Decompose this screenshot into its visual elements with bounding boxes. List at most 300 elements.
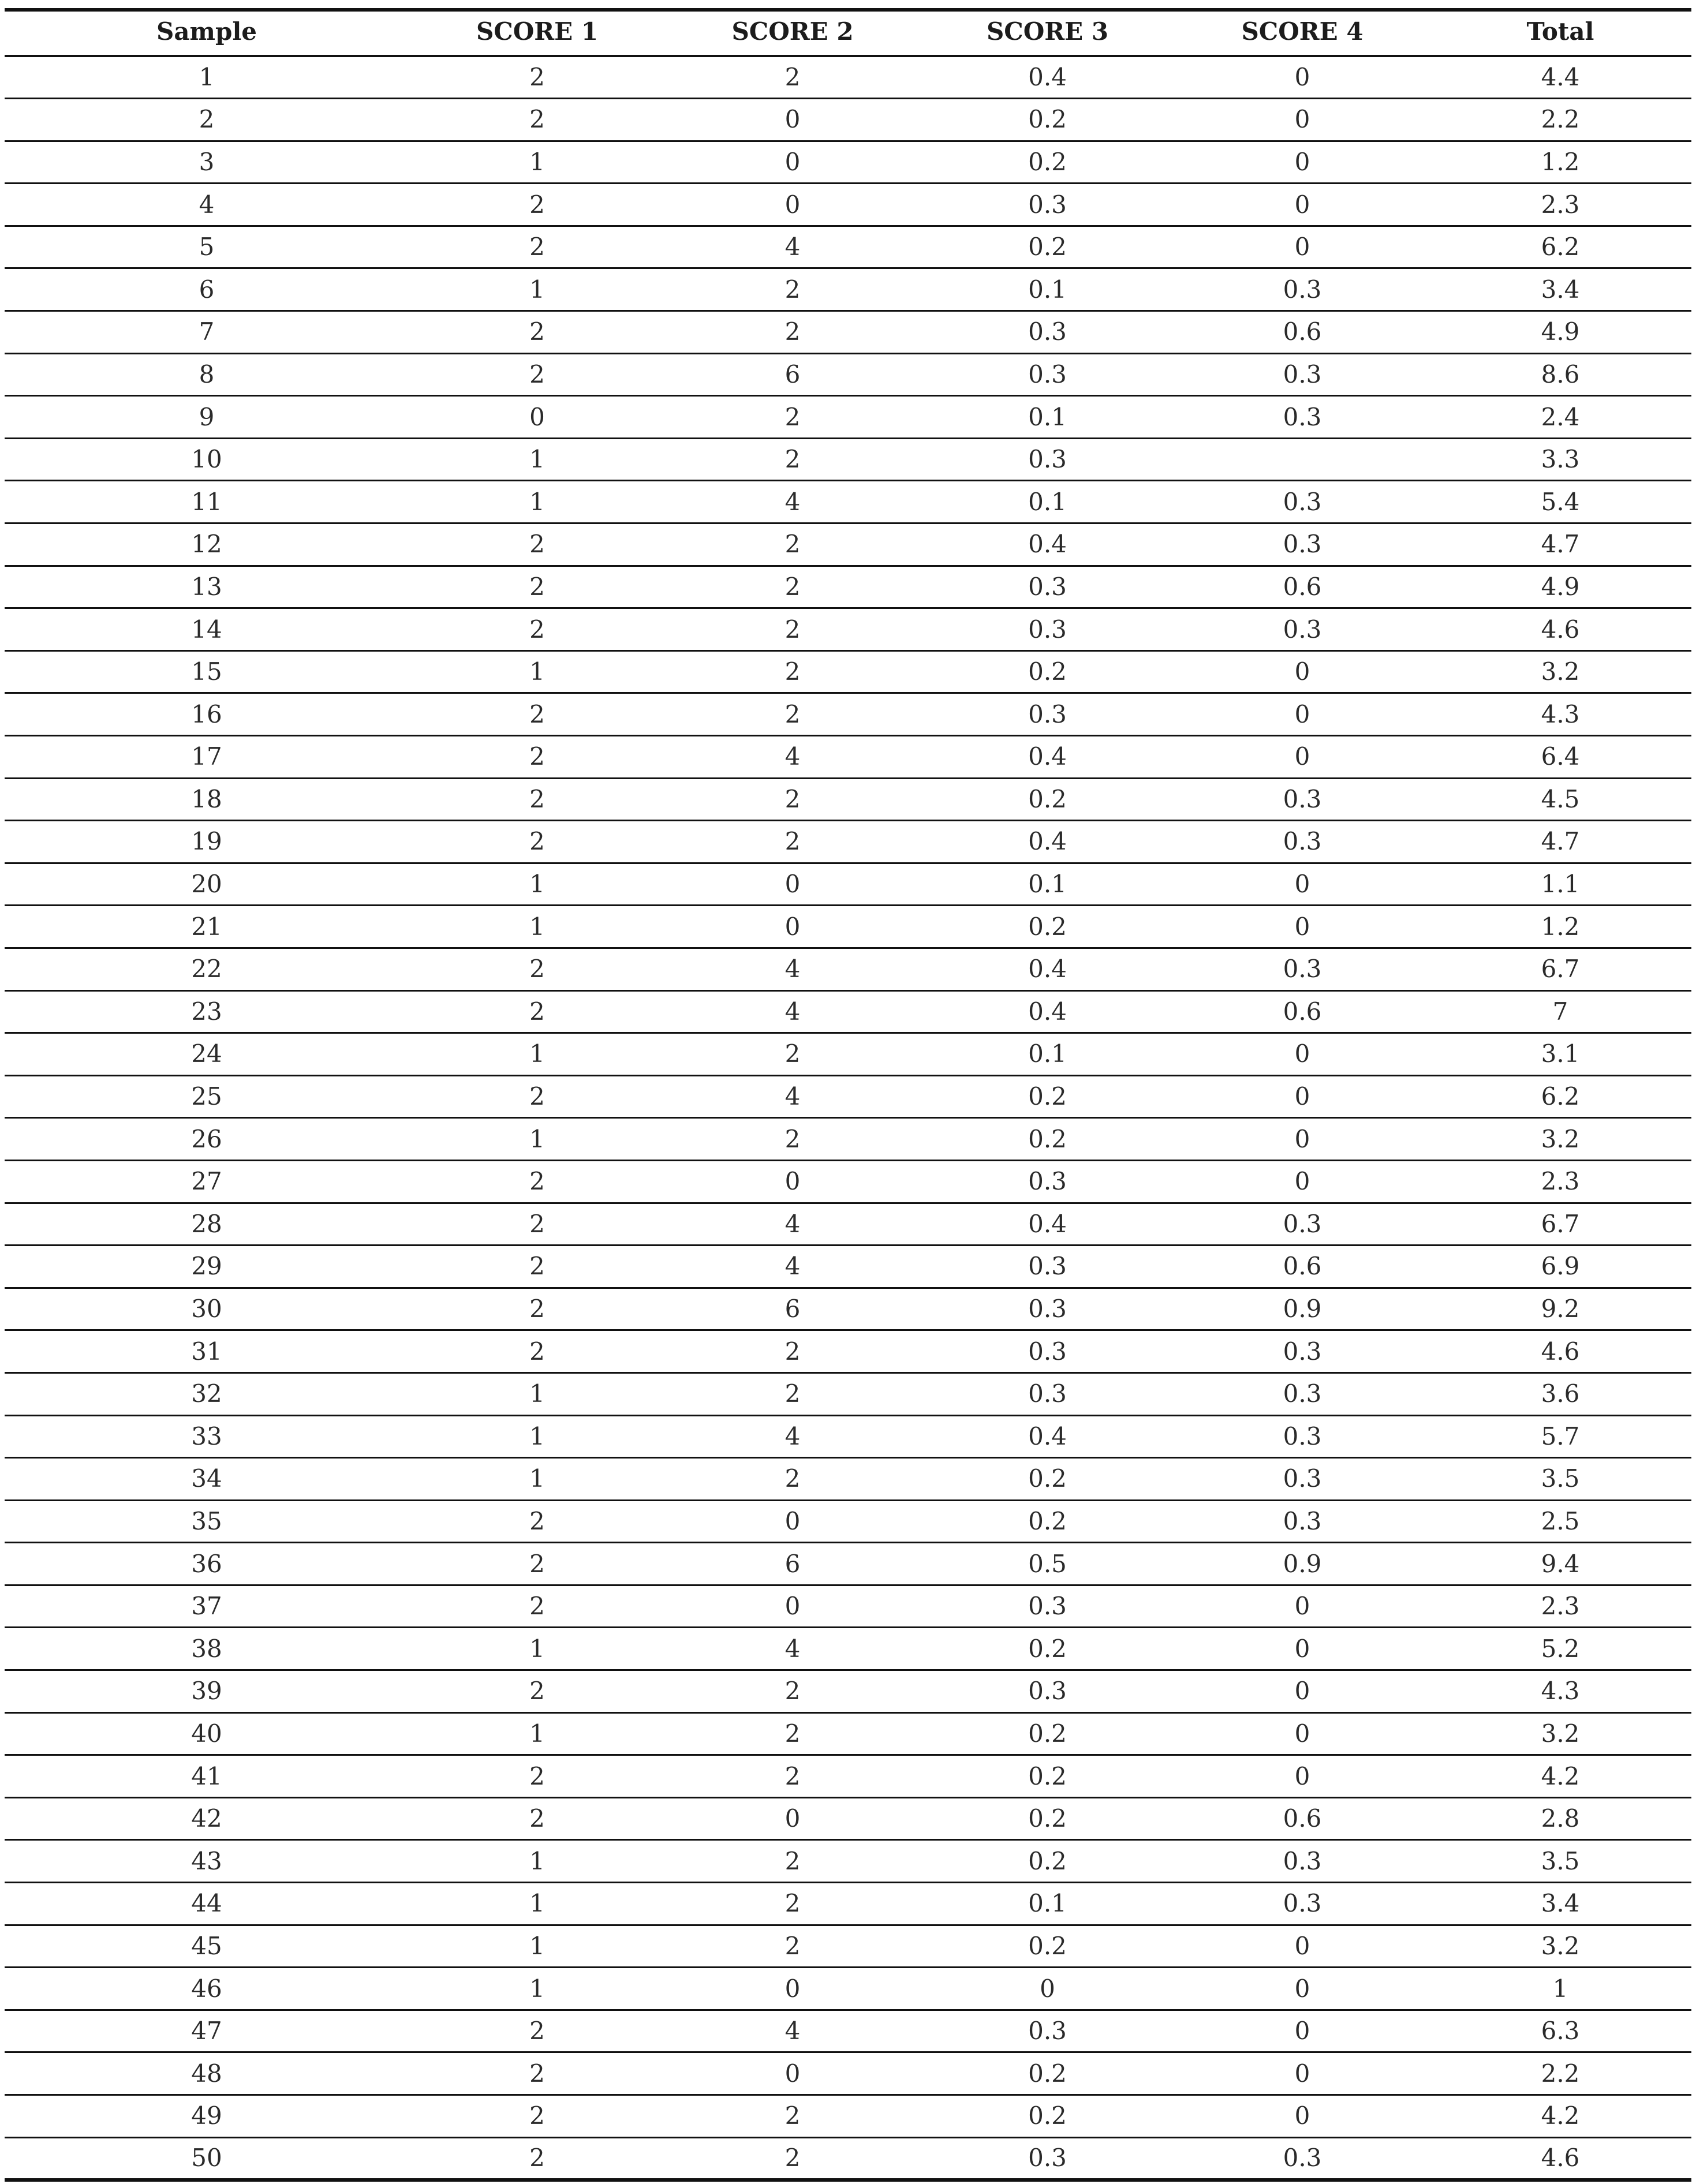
cell-score-3: 0.3 [1028,1252,1067,1281]
table-row [5,353,1691,396]
cell-total: 1.1 [1541,870,1580,899]
cell-score-3: 0.2 [1028,1082,1067,1111]
cell-score-4: 0.6 [1283,1804,1322,1833]
cell-sample: 50 [191,2144,222,2172]
cell-sample: 34 [191,1464,222,1493]
cell-total: 4.6 [1541,615,1580,644]
table-row [5,566,1691,608]
table-row [5,906,1691,948]
cell-total: 6.2 [1541,233,1580,261]
cell-score-2: 2 [785,1889,801,1918]
cell-score-2: 2 [785,63,801,92]
cell-total: 3.2 [1541,1931,1580,1960]
cell-score-1: 2 [529,317,545,346]
cell-score-1: 2 [529,360,545,388]
cell-score-3: 0.2 [1028,1506,1067,1535]
cell-sample: 45 [191,1931,222,1960]
cell-score-3: 0.4 [1028,827,1067,856]
cell-score-3: 0.2 [1028,657,1067,686]
cell-score-2: 0 [785,1592,801,1621]
cell-sample: 38 [191,1634,222,1663]
cell-total: 6.2 [1541,1082,1580,1111]
cell-score-3: 0.2 [1028,1846,1067,1875]
table-row [5,141,1691,184]
cell-total: 3.5 [1541,1846,1580,1875]
table-header [5,10,1691,56]
cell-score-2: 2 [785,2101,801,2130]
cell-score-4: 0 [1294,105,1310,134]
cell-score-4: 0.3 [1283,1337,1322,1366]
cell-score-3: 0.2 [1028,912,1067,941]
cell-score-4: 0 [1294,2059,1310,2088]
cell-score-1: 2 [529,1549,545,1578]
cell-sample: 2 [199,105,215,134]
table-row [5,1288,1691,1330]
cell-score-1: 2 [529,1506,545,1535]
cell-score-2: 2 [785,1337,801,1366]
table-row [5,1628,1691,1670]
cell-score-2: 0 [785,1974,801,2003]
cell-score-1: 2 [529,997,545,1026]
cell-score-3: 0.2 [1028,105,1067,134]
cell-score-1: 2 [529,105,545,134]
cell-score-3: 0.5 [1028,1549,1067,1578]
cell-score-4: 0.3 [1283,1209,1322,1238]
cell-score-1: 1 [529,1974,545,2003]
cell-score-2: 4 [785,487,801,516]
cell-score-2: 0 [785,2059,801,2088]
cell-total: 3.2 [1541,1124,1580,1153]
cell-score-2: 4 [785,1634,801,1663]
cell-score-3: 0.3 [1028,615,1067,644]
cell-score-1: 2 [529,2101,545,2130]
table-row [5,863,1691,906]
cell-score-3: 0.4 [1028,742,1067,771]
cell-total: 6.9 [1541,1252,1580,1281]
cell-score-4: 0 [1294,1974,1310,2003]
cell-score-4: 0 [1294,190,1310,219]
cell-total: 6.3 [1541,2017,1580,2045]
cell-score-1: 2 [529,1252,545,1281]
table-row [5,268,1691,311]
score-table [5,8,1691,2182]
cell-total: 9.2 [1541,1295,1580,1323]
cell-total: 4.7 [1541,530,1580,559]
cell-total: 9.4 [1541,1549,1580,1578]
cell-score-1: 2 [529,63,545,92]
cell-score-2: 0 [785,1506,801,1535]
cell-score-4: 0 [1294,2017,1310,2045]
cell-total: 3.3 [1541,445,1580,474]
cell-total: 2.3 [1541,1592,1580,1621]
cell-score-3: 0.4 [1028,530,1067,559]
cell-sample: 9 [199,402,215,431]
cell-sample: 8 [199,360,215,388]
cell-score-1: 1 [529,912,545,941]
cell-score-4: 0 [1294,1082,1310,1111]
cell-score-4: 0 [1294,2101,1310,2130]
cell-score-1: 1 [529,1379,545,1408]
cell-score-4: 0.9 [1283,1549,1322,1578]
cell-score-3: 0.2 [1028,1804,1067,1833]
cell-sample: 21 [191,912,222,941]
table-row [5,438,1691,481]
table-row [5,948,1691,990]
cell-sample: 13 [191,572,222,601]
cell-score-2: 2 [785,1846,801,1875]
cell-score-2: 2 [785,402,801,431]
cell-sample: 14 [191,615,222,644]
cell-sample: 17 [191,742,222,771]
cell-sample: 35 [191,1506,222,1535]
cell-sample: 36 [191,1549,222,1578]
cell-score-4: 0 [1294,1039,1310,1068]
table-row [5,1925,1691,1968]
cell-score-2: 0 [785,870,801,899]
cell-score-2: 2 [785,827,801,856]
cell-score-1: 1 [529,1719,545,1748]
cell-sample: 31 [191,1337,222,1366]
cell-score-3: 0.3 [1028,572,1067,601]
cell-score-2: 0 [785,1804,801,1833]
cell-sample: 32 [191,1379,222,1408]
cell-score-1: 1 [529,1846,545,1875]
cell-score-4: 0 [1294,1634,1310,1663]
cell-score-2: 6 [785,1295,801,1323]
table-row [5,523,1691,566]
cell-score-1: 2 [529,742,545,771]
cell-sample: 33 [191,1422,222,1450]
cell-score-4: 0.3 [1283,2144,1322,2172]
cell-score-2: 2 [785,1762,801,1790]
cell-sample: 4 [199,190,215,219]
cell-total: 3.5 [1541,1464,1580,1493]
table-row [5,99,1691,141]
cell-score-4: 0.3 [1283,402,1322,431]
cell-score-2: 6 [785,360,801,388]
cell-score-2: 2 [785,657,801,686]
cell-score-1: 2 [529,572,545,601]
cell-score-2: 2 [785,317,801,346]
cell-score-2: 0 [785,105,801,134]
cell-score-1: 2 [529,1337,545,1366]
table-row [5,2095,1691,2138]
cell-score-3: 0.3 [1028,360,1067,388]
cell-score-1: 2 [529,1592,545,1621]
cell-score-3: 0.2 [1028,1719,1067,1748]
cell-total: 7 [1552,997,1568,1026]
cell-score-3: 0 [1040,1974,1055,2003]
cell-score-1: 1 [529,487,545,516]
cell-score-1: 1 [529,657,545,686]
cell-sample: 24 [191,1039,222,1068]
cell-score-3: 0.2 [1028,233,1067,261]
cell-score-1: 2 [529,2059,545,2088]
cell-score-2: 6 [785,1549,801,1578]
cell-total: 5.4 [1541,487,1580,516]
cell-total: 1.2 [1541,147,1580,176]
cell-score-1: 1 [529,1931,545,1960]
table-row [5,481,1691,523]
column-header-sample: Sample [156,17,257,46]
cell-score-3: 0.2 [1028,147,1067,176]
cell-total: 2.3 [1541,190,1580,219]
cell-score-2: 4 [785,742,801,771]
cell-score-4: 0.6 [1283,1252,1322,1281]
cell-total: 6.4 [1541,742,1580,771]
cell-score-3: 0.1 [1028,275,1067,304]
cell-sample: 6 [199,275,215,304]
table-row [5,1330,1691,1373]
cell-score-2: 4 [785,997,801,1026]
cell-sample: 16 [191,700,222,728]
cell-total: 4.3 [1541,1677,1580,1706]
cell-score-1: 2 [529,1209,545,1238]
table-row [5,1585,1691,1628]
cell-sample: 30 [191,1295,222,1323]
cell-total: 3.6 [1541,1379,1580,1408]
cell-total: 3.2 [1541,1719,1580,1748]
cell-score-3: 0.3 [1028,1379,1067,1408]
cell-score-1: 2 [529,1167,545,1196]
cell-score-1: 2 [529,1677,545,1706]
cell-total: 4.9 [1541,317,1580,346]
cell-sample: 10 [191,445,222,474]
cell-score-2: 2 [785,1931,801,1960]
cell-sample: 29 [191,1252,222,1281]
table-row [5,226,1691,268]
cell-sample: 1 [199,63,215,92]
cell-score-1: 2 [529,1804,545,1833]
cell-score-4: 0.3 [1283,1379,1322,1408]
cell-score-1: 2 [529,2144,545,2172]
column-header-score-4: SCORE 4 [1241,17,1363,46]
cell-score-3: 0.3 [1028,2017,1067,2045]
cell-total: 5.2 [1541,1634,1580,1663]
cell-score-1: 0 [529,402,545,431]
cell-score-2: 4 [785,233,801,261]
cell-total: 2.2 [1541,105,1580,134]
cell-score-2: 2 [785,1464,801,1493]
table-row [5,56,1691,99]
cell-score-1: 2 [529,2017,545,2045]
table-row [5,1543,1691,1585]
cell-score-4: 0.3 [1283,275,1322,304]
cell-score-4: 0 [1294,870,1310,899]
table-row [5,1203,1691,1246]
cell-sample: 49 [191,2101,222,2130]
table-row [5,1458,1691,1501]
table-row [5,1033,1691,1076]
cell-score-1: 2 [529,1762,545,1790]
cell-score-3: 0.2 [1028,784,1067,813]
cell-score-1: 2 [529,827,545,856]
table-row [5,1670,1691,1713]
cell-score-1: 2 [529,615,545,644]
cell-score-2: 2 [785,784,801,813]
cell-total: 4.7 [1541,827,1580,856]
cell-sample: 40 [191,1719,222,1748]
cell-score-4: 0 [1294,233,1310,261]
cell-score-2: 4 [785,1422,801,1450]
cell-total: 4.2 [1541,2101,1580,2130]
cell-sample: 7 [199,317,215,346]
cell-score-3: 0.3 [1028,1677,1067,1706]
cell-total: 8.6 [1541,360,1580,388]
cell-sample: 28 [191,1209,222,1238]
cell-score-4: 0.3 [1283,1464,1322,1493]
cell-score-3: 0.2 [1028,1634,1067,1663]
cell-sample: 20 [191,870,222,899]
cell-score-4: 0 [1294,700,1310,728]
table-row [5,693,1691,736]
table-row [5,396,1691,439]
cell-sample: 25 [191,1082,222,1111]
cell-score-3: 0.4 [1028,1422,1067,1450]
cell-total: 4.5 [1541,784,1580,813]
column-header-score-1: SCORE 1 [476,17,599,46]
cell-score-3: 0.3 [1028,445,1067,474]
cell-sample: 26 [191,1124,222,1153]
cell-score-3: 0.2 [1028,1464,1067,1493]
cell-sample: 22 [191,955,222,983]
cell-score-2: 2 [785,572,801,601]
table-row [5,311,1691,354]
cell-score-3: 0.1 [1028,487,1067,516]
cell-score-1: 1 [529,1889,545,1918]
cell-score-4: 0.3 [1283,487,1322,516]
cell-score-2: 4 [785,1082,801,1111]
cell-score-4: 0.3 [1283,1846,1322,1875]
cell-score-1: 1 [529,1634,545,1663]
cell-score-4: 0 [1294,912,1310,941]
cell-sample: 46 [191,1974,222,2003]
cell-sample: 48 [191,2059,222,2088]
cell-total: 4.6 [1541,1337,1580,1366]
column-header-score-2: SCORE 2 [731,17,854,46]
table-row [5,1755,1691,1798]
cell-score-2: 2 [785,1039,801,1068]
cell-total: 3.4 [1541,1889,1580,1918]
cell-score-3: 0.2 [1028,1931,1067,1960]
cell-total: 6.7 [1541,1209,1580,1238]
table-row [5,608,1691,651]
cell-score-1: 2 [529,784,545,813]
cell-score-3: 0.3 [1028,1592,1067,1621]
score-table-container [5,8,1691,2182]
cell-score-3: 0.2 [1028,2101,1067,2130]
table-row [5,1246,1691,1288]
cell-score-3: 0.3 [1028,317,1067,346]
cell-score-3: 0.2 [1028,2059,1067,2088]
cell-score-4: 0 [1294,1167,1310,1196]
cell-score-3: 0.3 [1028,190,1067,219]
cell-score-3: 0.3 [1028,1337,1067,1366]
cell-score-2: 0 [785,147,801,176]
cell-score-1: 1 [529,1039,545,1068]
table-row [5,1968,1691,2010]
table-row [5,2052,1691,2095]
table-row [5,1075,1691,1118]
cell-score-2: 2 [785,1677,801,1706]
cell-score-1: 1 [529,870,545,899]
cell-score-4: 0 [1294,1124,1310,1153]
cell-score-1: 2 [529,700,545,728]
cell-score-2: 4 [785,955,801,983]
cell-score-2: 4 [785,2017,801,2045]
cell-score-3: 0.4 [1028,1209,1067,1238]
cell-score-3: 0.1 [1028,402,1067,431]
cell-score-2: 2 [785,2144,801,2172]
cell-total: 6.7 [1541,955,1580,983]
cell-score-4 [1175,438,1429,481]
table-row [5,2010,1691,2052]
cell-score-1: 1 [529,275,545,304]
cell-score-2: 2 [785,275,801,304]
cell-score-3: 0.3 [1028,1295,1067,1323]
cell-score-1: 1 [529,1464,545,1493]
cell-score-2: 2 [785,700,801,728]
cell-sample: 39 [191,1677,222,1706]
cell-total: 4.4 [1541,63,1580,92]
cell-total: 3.4 [1541,275,1580,304]
column-header-total: Total [1526,17,1594,46]
cell-score-4: 0 [1294,63,1310,92]
cell-score-3: 0.4 [1028,997,1067,1026]
cell-total: 5.7 [1541,1422,1580,1450]
cell-total: 4.3 [1541,700,1580,728]
cell-score-1: 2 [529,233,545,261]
cell-score-2: 0 [785,912,801,941]
cell-score-4: 0 [1294,657,1310,686]
table-body [5,56,1691,2180]
table-row [5,184,1691,226]
cell-score-1: 1 [529,1124,545,1153]
table-row [5,1160,1691,1203]
cell-sample: 19 [191,827,222,856]
cell-score-3: 0.4 [1028,63,1067,92]
cell-score-2: 2 [785,530,801,559]
table-row [5,990,1691,1033]
cell-score-4: 0 [1294,1592,1310,1621]
cell-score-2: 2 [785,445,801,474]
cell-total: 2.2 [1541,2059,1580,2088]
table-row [5,778,1691,821]
cell-total: 4.9 [1541,572,1580,601]
cell-score-1: 2 [529,955,545,983]
cell-sample: 44 [191,1889,222,1918]
cell-total: 3.2 [1541,657,1580,686]
table-row [5,821,1691,863]
table-row [5,736,1691,779]
cell-score-4: 0 [1294,1762,1310,1790]
cell-total: 2.8 [1541,1804,1580,1833]
cell-score-4: 0.9 [1283,1295,1322,1323]
cell-sample: 5 [199,233,215,261]
cell-sample: 15 [191,657,222,686]
table-row [5,650,1691,693]
cell-score-4: 0 [1294,1931,1310,1960]
table-row [5,1840,1691,1883]
cell-score-3: 0.3 [1028,1167,1067,1196]
cell-score-4: 0.3 [1283,530,1322,559]
cell-score-1: 2 [529,530,545,559]
cell-score-4: 0 [1294,1677,1310,1706]
cell-sample: 43 [191,1846,222,1875]
cell-sample: 23 [191,997,222,1026]
cell-total: 2.3 [1541,1167,1580,1196]
cell-total: 2.5 [1541,1506,1580,1535]
